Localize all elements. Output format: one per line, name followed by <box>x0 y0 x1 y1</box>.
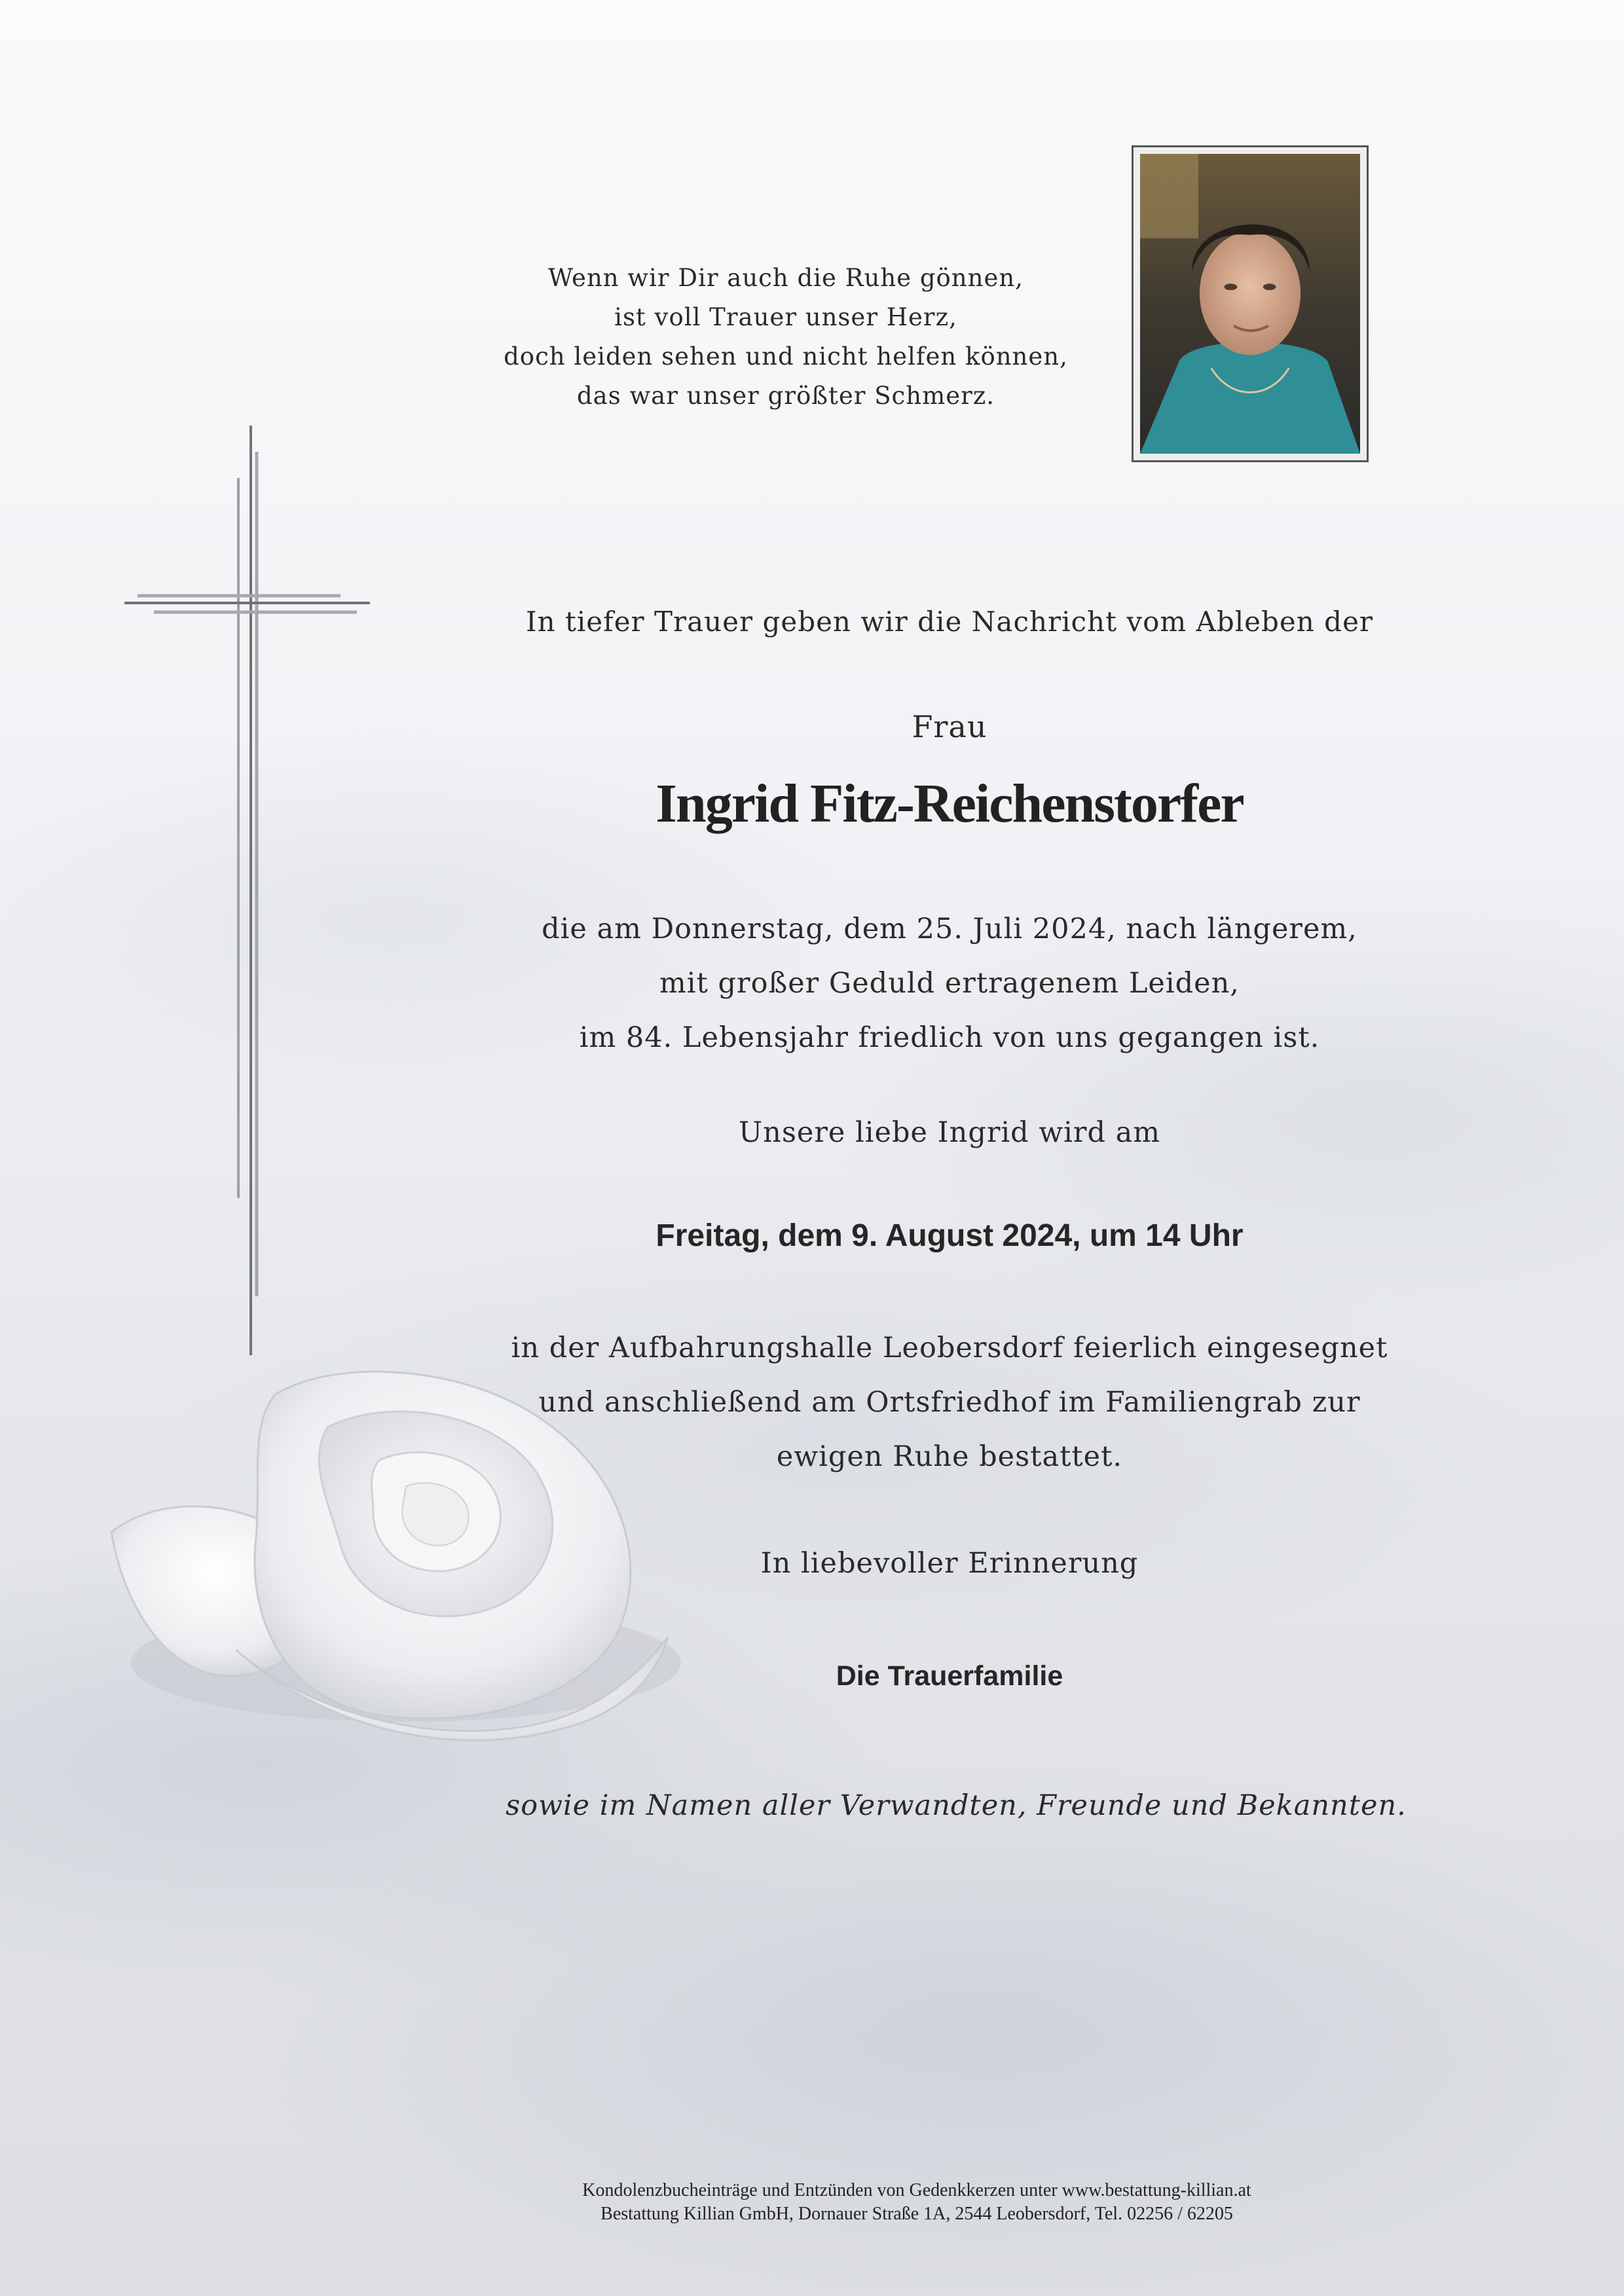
family-signature: Die Trauerfamilie <box>836 1660 1063 1692</box>
poem-line: doch leiden sehen und nicht helfen können, <box>504 342 1068 371</box>
poem-line: ist voll Trauer unser Herz, <box>614 303 957 331</box>
description-line: mit großer Geduld ertragenem Leiden, <box>659 967 1240 1000</box>
poem-line: das war unser größter Schmerz. <box>576 382 995 410</box>
relatives-line: sowie im Namen aller Verwandten, Freunde und Bekannten. <box>506 1789 1407 1822</box>
footer-line: Kondolenzbucheinträge und Entzünden von Gedenkkerzen unter www.bestattung-killian.at <box>582 2180 1251 2200</box>
footer-line: Bestattung Killian GmbH, Dornauer Straße 1A, 2544 Leobersdorf, Tel. 02256 / 62205 <box>600 2204 1233 2224</box>
funeral-location <box>511 1321 1388 1484</box>
location-line: und anschließend am Ortsfriedhof im Familiengrab zur <box>538 1386 1361 1419</box>
announcement-text: In tiefer Trauer geben wir die Nachricht vom Ableben der <box>526 606 1373 638</box>
memory-phrase: In liebevoller Erinnerung <box>760 1547 1139 1580</box>
description-line: im 84. Lebensjahr friedlich von uns gegangen ist. <box>579 1021 1320 1054</box>
poem-line: Wenn wir Dir auch die Ruhe gönnen, <box>548 264 1024 292</box>
funeral-date: Freitag, dem 9. August 2024, um 14 Uhr <box>655 1218 1244 1253</box>
description-line: die am Donnerstag, dem 25. Juli 2024, nach längerem, <box>542 913 1357 945</box>
poem <box>458 259 1113 416</box>
funeral-intro: Unsere liebe Ingrid wird am <box>738 1116 1161 1149</box>
location-line: in der Aufbahrungshalle Leobersdorf feierlich eingesegnet <box>511 1332 1388 1364</box>
location-line: ewigen Ruhe bestattet. <box>776 1440 1123 1473</box>
deceased-name: Ingrid Fitz-Reichenstorfer <box>655 773 1244 834</box>
portrait-photo <box>1132 145 1369 462</box>
portrait-image <box>1140 154 1360 454</box>
footer <box>458 2179 1375 2226</box>
death-description <box>511 902 1388 1065</box>
salutation: Frau <box>912 709 987 744</box>
